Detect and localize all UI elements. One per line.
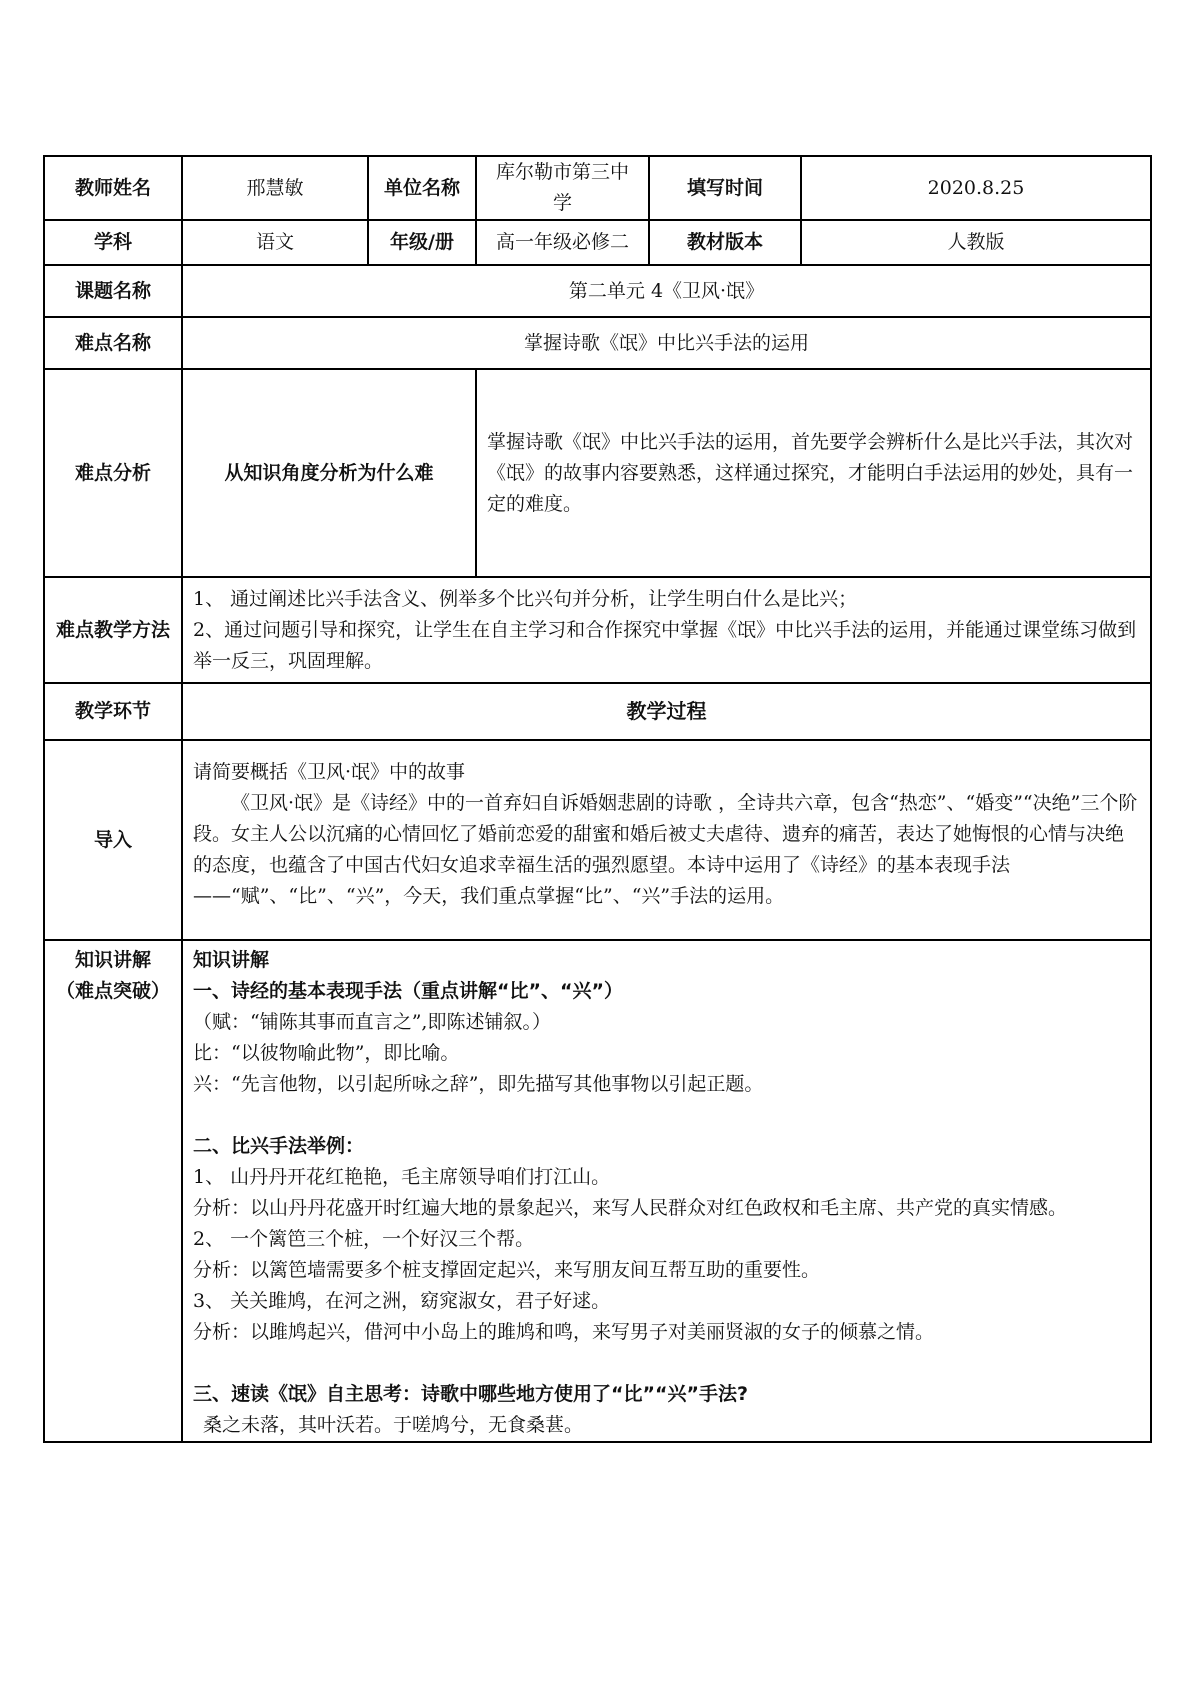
section-2-title: 二、比兴手法举例：: [193, 1135, 365, 1157]
unit-name-value: 库尔勒市第三中学: [476, 156, 649, 220]
bi-definition: 比：“以彼物喻此物”，即比喻。: [193, 1042, 460, 1064]
fill-date-label: 填写时间: [649, 156, 801, 220]
section-1-title: 一、诗经的基本表现手法（重点讲解“比”、“兴”）: [193, 980, 623, 1002]
teacher-name-value: 邢慧敏: [182, 156, 368, 220]
analysis-label: 难点分析: [44, 369, 182, 577]
spacer: [193, 1348, 1140, 1379]
section-3-title: 三、速读《氓》自主思考：诗歌中哪些地方使用了“比”“兴”手法?: [193, 1383, 748, 1405]
process-label: 教学环节: [44, 683, 182, 740]
subject-value: 语文: [182, 220, 368, 265]
method-line-2: 2、通过问题引导和探究，让学生在自主学习和合作探究中掌握《氓》中比兴手法的运用，并能通过课堂练习做到举一反三，巩固理解。: [193, 618, 1137, 672]
lesson-plan-form: [43, 155, 1150, 1443]
example-2: 2、 一个篱笆三个桩，一个好汉三个帮。: [193, 1228, 535, 1250]
knowledge-label-line-2: （难点突破）: [55, 980, 170, 1002]
example-3: 3、 关关雎鸠，在河之洲，窈窕淑女，君子好逑。: [193, 1290, 611, 1312]
knowledge-heading: 知识讲解: [193, 949, 270, 971]
method-content: [182, 577, 1151, 683]
analysis-row: [44, 369, 1151, 577]
spacer: [193, 1100, 1140, 1131]
difficulty-label: 难点名称: [44, 317, 182, 369]
process-title: 教学过程: [182, 683, 1151, 740]
xing-definition: 兴：“先言他物，以引起所咏之辞”，即先描写其他事物以引起正题。: [193, 1073, 764, 1095]
difficulty-row: [44, 317, 1151, 369]
unit-name-label: 单位名称: [368, 156, 476, 220]
knowledge-label-line-1: 知识讲解: [74, 949, 151, 971]
fill-date-value: 2020.8.25: [801, 156, 1151, 220]
knowledge-row: [44, 940, 1151, 1442]
knowledge-content: [182, 940, 1151, 1442]
process-row: [44, 683, 1151, 740]
example-2-analysis: 分析：以篱笆墙需要多个桩支撑固定起兴，来写朋友间互帮互助的重要性。: [193, 1259, 821, 1281]
intro-row: [44, 740, 1151, 940]
method-row: [44, 577, 1151, 683]
edition-label: 教材版本: [649, 220, 801, 265]
intro-content: [182, 740, 1151, 940]
example-1: 1、 山丹丹开花红艳艳，毛主席领导咱们打江山。: [193, 1166, 611, 1188]
analysis-sub-label: 从知识角度分析为什么难: [182, 369, 476, 577]
fu-definition: （赋：“铺陈其事而直言之”,即陈述铺叙。）: [193, 1011, 551, 1033]
edition-value: 人教版: [801, 220, 1151, 265]
difficulty-value: 掌握诗歌《氓》中比兴手法的运用: [182, 317, 1151, 369]
example-1-analysis: 分析：以山丹丹花盛开时红遍大地的景象起兴，来写人民群众对红色政权和毛主席、共产党的真实情感。: [193, 1197, 1068, 1219]
grade-label: 年级/册: [368, 220, 476, 265]
header-row-2: [44, 220, 1151, 265]
teacher-name-label: 教师姓名: [44, 156, 182, 220]
analysis-text: 掌握诗歌《氓》中比兴手法的运用，首先要学会辨析什么是比兴手法，其次对《氓》的故事内容要熟悉，这样通过探究，才能明白手法运用的妙处，具有一定的难度。: [476, 369, 1151, 577]
subject-label: 学科: [44, 220, 182, 265]
intro-label: 导入: [44, 740, 182, 940]
topic-row: [44, 265, 1151, 317]
method-label: 难点教学方法: [44, 577, 182, 683]
header-row-1: [44, 156, 1151, 220]
topic-label: 课题名称: [44, 265, 182, 317]
method-line-1: 1、 通过阐述比兴手法含义、例举多个比兴句并分析，让学生明白什么是比兴；: [193, 587, 858, 610]
grade-value: 高一年级必修二: [476, 220, 649, 265]
knowledge-label: [44, 940, 182, 1442]
topic-value: 第二单元 4《卫风·氓》: [182, 265, 1151, 317]
lesson-plan-table: [43, 155, 1152, 1443]
intro-paragraph: 《卫风·氓》是《诗经》中的一首弃妇自诉婚姻悲剧的诗歌 ，全诗共六章，包含“热恋”、“婚变”“决绝”三个阶段。女主人公以沉痛的心情回忆了婚前恋爱的甜蜜和婚后被丈夫虐待、遗弃的痛苦，表达了她悔恨的心情与决绝的态度，也蕴含了中国古代妇女追求幸福生活的强烈愿望。本诗中运用了《诗经》的基本表现手法——“赋”、“比”、“兴”，今天，我们重点掌握“比”、“兴”手法的运用。: [193, 792, 1138, 907]
intro-question: 请简要概括《卫风·氓》中的故事: [193, 761, 466, 783]
example-3-analysis: 分析：以雎鸠起兴，借河中小岛上的雎鸠和鸣，来写男子对美丽贤淑的女子的倾慕之情。: [193, 1321, 935, 1343]
poem-line: 桑之未落，其叶沃若。于嗟鸠兮，无食桑葚。: [203, 1414, 584, 1436]
